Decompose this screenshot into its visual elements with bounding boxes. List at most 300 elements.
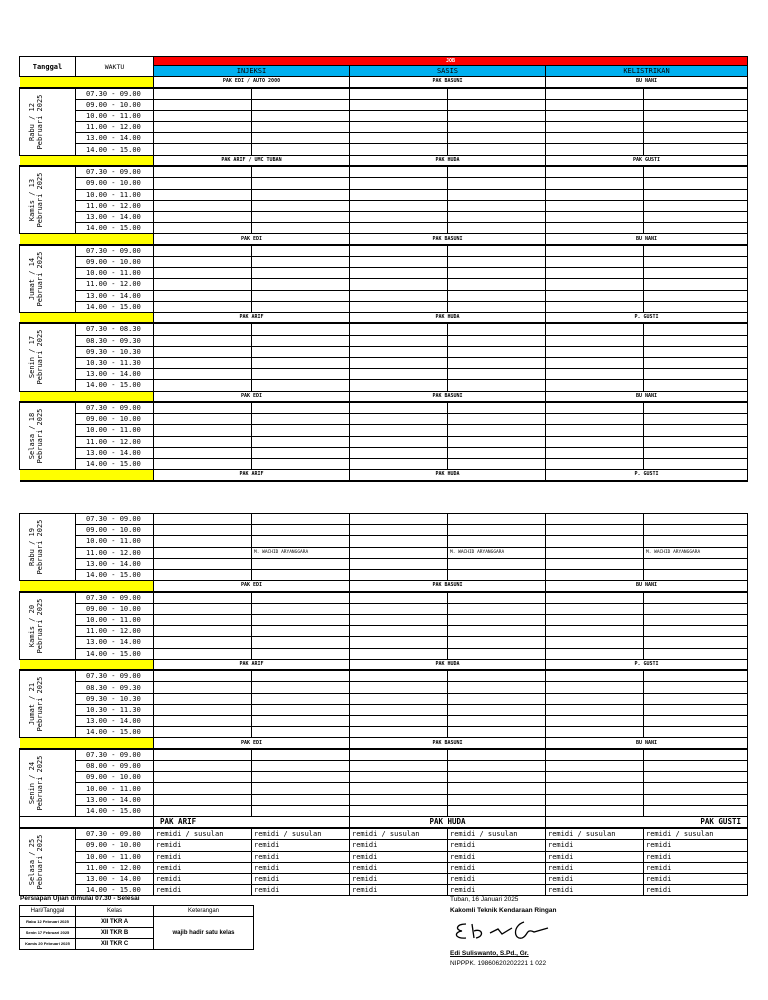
time-slot: 14.00 - 15.00 [76,301,154,312]
empty-cell [252,200,350,211]
empty-cell [644,716,748,727]
time-slot: 11.00 - 12.00 [76,200,154,211]
empty-cell [252,749,350,761]
empty-cell [546,558,644,569]
empty-cell [350,88,448,100]
time-slot: 11.00 - 12.00 [76,122,154,133]
teacher-sasis: PAK BASUNI [350,234,546,245]
empty-cell [350,458,448,469]
empty-cell [350,772,448,783]
empty-cell [350,279,448,290]
remidi-cell: remidi [448,851,546,862]
time-slot: 10.00 - 11.00 [76,189,154,200]
empty-cell [350,301,448,312]
signer-role: Kakomli Teknik Kendaraan Ringan [450,907,557,914]
yellow-band [20,581,154,592]
teacher-sasis: PAK BASUNI [350,391,546,402]
empty-cell [350,648,448,659]
empty-cell [252,335,350,346]
empty-cell [546,805,644,816]
teacher-injeksi: PAK EDI [154,391,350,402]
day-label-text: Senin / 17 Pebruari 2025 [28,330,44,385]
teacher-kelistrikan: P. GUSTI [546,312,748,323]
row-day: Rabu 12 Februari 2025 [20,917,76,928]
empty-cell [350,569,448,580]
day-label [20,514,76,581]
empty-cell [154,369,252,380]
empty-cell [154,88,252,100]
day-label [20,670,76,738]
time-slot: 11.00 - 12.00 [76,547,154,558]
empty-cell [644,637,748,648]
remidi-teacher: PAK ARIF [154,817,350,829]
empty-cell [546,189,644,200]
empty-cell [154,189,252,200]
teacher-injeksi: PAK ARIF [154,659,350,670]
empty-cell [644,200,748,211]
empty-cell [350,525,448,536]
time-slot: 14.00 - 15.00 [76,885,154,896]
empty-cell [252,727,350,738]
teacher-injeksi: PAK ARIF [154,470,350,481]
empty-cell [644,245,748,257]
yellow-band [20,738,154,749]
empty-cell [252,223,350,234]
empty-cell [252,189,350,200]
time-slot: 10.00 - 11.00 [76,425,154,436]
empty-cell [154,357,252,368]
empty-cell [154,558,252,569]
remidi-spacer [20,817,154,829]
empty-cell [252,357,350,368]
empty-cell [154,716,252,727]
time-slot: 10.00 - 11.00 [76,110,154,121]
empty-cell [546,425,644,436]
empty-cell [154,211,252,222]
time-slot: 11.00 - 12.00 [76,436,154,447]
empty-cell [448,670,546,682]
empty-cell [350,178,448,189]
empty-cell [546,166,644,178]
remidi-cell: remidi [252,840,350,851]
yellow-band [20,155,154,166]
empty-cell [448,200,546,211]
time-slot: 14.00 - 15.00 [76,648,154,659]
empty-cell [350,268,448,279]
empty-cell [350,122,448,133]
remidi-cell: remidi [350,862,448,873]
empty-cell [154,144,252,155]
teacher-sasis: PAK HUDA [350,155,546,166]
empty-cell [350,603,448,614]
time-slot: 13.00 - 14.00 [76,447,154,458]
empty-cell [644,189,748,200]
empty-cell [448,794,546,805]
empty-cell [546,380,644,391]
empty-cell [350,436,448,447]
empty-cell [350,245,448,257]
remidi-cell: remidi [252,873,350,884]
empty-cell [546,211,644,222]
remidi-cell: remidi [546,885,644,896]
empty-cell [350,805,448,816]
empty-cell [546,200,644,211]
empty-cell [154,256,252,267]
empty-cell [448,369,546,380]
remidi-cell: remidi [448,840,546,851]
empty-cell [644,178,748,189]
empty-cell [252,592,350,604]
empty-cell [252,626,350,637]
teacher-kelistrikan: PAK GUSTI [546,155,748,166]
time-slot: 13.00 - 14.00 [76,290,154,301]
empty-cell [644,346,748,357]
empty-cell [644,268,748,279]
empty-cell [448,323,546,335]
empty-cell [546,301,644,312]
empty-cell [546,648,644,659]
time-slot: 13.00 - 14.00 [76,716,154,727]
empty-cell [350,110,448,121]
empty-cell [448,290,546,301]
empty-cell [448,704,546,715]
empty-cell [448,110,546,121]
remidi-cell: remidi [252,862,350,873]
empty-cell [644,648,748,659]
empty-cell [644,761,748,772]
empty-cell [546,402,644,414]
empty-cell [154,290,252,301]
time-slot: 07.30 - 09.00 [76,402,154,414]
empty-cell [546,268,644,279]
empty-cell [350,189,448,200]
empty-cell [546,716,644,727]
empty-cell [154,772,252,783]
empty-cell [154,200,252,211]
empty-cell [154,323,252,335]
teacher-sasis: PAK HUDA [350,659,546,670]
empty-cell [154,223,252,234]
empty-cell [448,402,546,414]
empty-cell [252,256,350,267]
remidi-cell: remidi [252,885,350,896]
row-note: wajib hadir satu kelas [154,917,254,950]
empty-cell [644,569,748,580]
empty-cell [154,603,252,614]
remidi-cell: remidi [644,851,748,862]
time-slot: 07.30 - 09.00 [76,592,154,604]
empty-cell [644,144,748,155]
assessor-note: M. WACHID ARYANGGARA [644,547,748,558]
empty-cell [154,380,252,391]
time-slot: 11.00 - 12.00 [76,862,154,873]
time-slot: 13.00 - 14.00 [76,369,154,380]
empty-cell [350,682,448,693]
row-class: XII TKR C [76,939,154,950]
empty-cell [154,245,252,257]
empty-cell [252,805,350,816]
empty-cell [546,670,644,682]
empty-cell [154,682,252,693]
empty-cell [644,727,748,738]
empty-cell [644,536,748,547]
day-label [20,88,76,156]
time-slot: 14.00 - 15.00 [76,805,154,816]
time-slot: 13.00 - 14.00 [76,637,154,648]
empty-cell [546,110,644,121]
teacher-kelistrikan: BU NANI [546,738,748,749]
empty-cell [546,178,644,189]
empty-cell [252,447,350,458]
remidi-cell: remidi [448,862,546,873]
empty-cell [644,704,748,715]
remidi-cell: remidi [154,862,252,873]
empty-cell [644,693,748,704]
empty-cell [154,805,252,816]
remidi-cell: remidi [644,873,748,884]
teacher-sasis: PAK BASUNI [350,77,546,88]
empty-cell [154,637,252,648]
empty-cell [546,615,644,626]
empty-cell [546,547,644,558]
empty-cell [350,200,448,211]
empty-cell [644,783,748,794]
empty-cell [252,558,350,569]
schedule-table-top [19,56,748,482]
remidi-cell: remidi [546,862,644,873]
empty-cell [154,525,252,536]
time-slot: 14.00 - 15.00 [76,727,154,738]
day-label-text: Kamis / 20 Pebruari 2025 [28,598,44,654]
empty-cell [546,122,644,133]
empty-cell [644,380,748,391]
empty-cell [448,425,546,436]
empty-cell [350,335,448,346]
remidi-cell: remidi [644,840,748,851]
remidi-cell: remidi / susulan [350,828,448,840]
teacher-injeksi: PAK EDI [154,738,350,749]
empty-cell [252,245,350,257]
day-label-text: Rabu / 12 Pebruari 2025 [28,94,44,149]
time-slot: 07.30 - 09.00 [76,749,154,761]
empty-cell [350,425,448,436]
empty-cell [448,626,546,637]
empty-cell [350,133,448,144]
empty-cell [252,425,350,436]
day-label [20,592,76,660]
teacher-sasis: PAK HUDA [350,312,546,323]
empty-cell [448,592,546,604]
empty-cell [154,693,252,704]
time-slot: 13.00 - 14.00 [76,873,154,884]
empty-cell [448,525,546,536]
empty-cell [350,558,448,569]
time-slot: 09.00 - 10.00 [76,772,154,783]
empty-cell [546,447,644,458]
empty-cell [644,414,748,425]
empty-cell [644,603,748,614]
empty-cell [350,414,448,425]
empty-cell [448,122,546,133]
empty-cell [644,558,748,569]
yellow-band [20,77,154,88]
empty-cell [644,323,748,335]
remidi-cell: remidi [154,885,252,896]
yellow-band [20,312,154,323]
empty-cell [644,682,748,693]
header-tanggal: Tanggal [20,57,76,77]
empty-cell [252,402,350,414]
time-slot: 11.00 - 12.00 [76,626,154,637]
empty-cell [644,133,748,144]
empty-cell [252,133,350,144]
empty-cell [644,772,748,783]
yellow-band [20,391,154,402]
empty-cell [448,436,546,447]
empty-cell [154,670,252,682]
empty-cell [154,122,252,133]
time-slot: 07.30 - 09.00 [76,670,154,682]
empty-cell [546,414,644,425]
remidi-cell: remidi [448,885,546,896]
day-label-text: Jumat / 14 Pebruari 2025 [28,251,44,307]
empty-cell [448,536,546,547]
empty-cell [154,749,252,761]
empty-cell [252,525,350,536]
teacher-injeksi: PAK EDI [154,581,350,592]
empty-cell [252,122,350,133]
time-slot: 09.30 - 10.30 [76,346,154,357]
empty-cell [154,436,252,447]
empty-cell [252,670,350,682]
empty-cell [350,547,448,558]
empty-cell [252,110,350,121]
time-slot: 13.00 - 14.00 [76,133,154,144]
empty-cell [252,682,350,693]
empty-cell [154,704,252,715]
teacher-injeksi: PAK EDI [154,234,350,245]
empty-cell [546,761,644,772]
empty-cell [644,402,748,414]
empty-cell [350,144,448,155]
empty-cell [644,626,748,637]
empty-cell [448,648,546,659]
empty-cell [154,166,252,178]
header-job: JOB [154,57,748,66]
empty-cell [448,447,546,458]
day-label-text: Rabu / 19 Pebruari 2025 [28,519,44,575]
day-label [20,828,76,896]
empty-cell [448,346,546,357]
empty-cell [154,626,252,637]
empty-cell [448,772,546,783]
empty-cell [154,547,252,558]
empty-cell [546,603,644,614]
empty-cell [448,569,546,580]
empty-cell [546,144,644,155]
empty-cell [252,458,350,469]
empty-cell [546,592,644,604]
empty-cell [350,670,448,682]
assessor-note: M. WACHID ARYANGGARA [252,547,350,558]
empty-cell [644,525,748,536]
empty-cell [154,514,252,525]
empty-cell [252,414,350,425]
signature [452,918,556,944]
col-day: Hari/Tanggal [20,906,76,917]
empty-cell [546,693,644,704]
time-slot: 14.00 - 15.00 [76,223,154,234]
empty-cell [448,558,546,569]
empty-cell [448,783,546,794]
empty-cell [546,346,644,357]
empty-cell [448,88,546,100]
time-slot: 09.00 - 10.00 [76,525,154,536]
empty-cell [350,447,448,458]
remidi-cell: remidi / susulan [644,828,748,840]
empty-cell [350,369,448,380]
row-day: Senin 17 Februari 2025 [20,928,76,939]
empty-cell [448,514,546,525]
time-slot: 14.00 - 15.00 [76,380,154,391]
empty-cell [448,178,546,189]
remidi-cell: remidi [154,873,252,884]
time-slot: 10.30 - 11.30 [76,357,154,368]
empty-cell [350,211,448,222]
empty-cell [546,99,644,110]
empty-cell [644,279,748,290]
empty-cell [350,357,448,368]
day-label [20,749,76,817]
remidi-cell: remidi [546,840,644,851]
day-label-text: Jumat / 21 Pebruari 2025 [28,676,44,732]
empty-cell [448,380,546,391]
empty-cell [644,458,748,469]
empty-cell [350,794,448,805]
empty-cell [252,761,350,772]
time-slot: 13.00 - 14.00 [76,211,154,222]
time-slot: 13.00 - 14.00 [76,558,154,569]
empty-cell [448,637,546,648]
remidi-cell: remidi [448,873,546,884]
empty-cell [252,704,350,715]
empty-cell [546,514,644,525]
empty-cell [350,615,448,626]
remidi-cell: remidi / susulan [448,828,546,840]
time-slot: 07.30 - 08.30 [76,323,154,335]
day-label-text: Selasa / 18 Pebruari 2025 [28,408,44,464]
place-date: Tuban, 16 Januari 2025 [450,896,519,903]
teacher-kelistrikan: P. GUSTI [546,470,748,481]
remidi-cell: remidi [154,851,252,862]
empty-cell [448,189,546,200]
empty-cell [546,245,644,257]
empty-cell [546,458,644,469]
empty-cell [448,414,546,425]
time-slot: 09.00 - 10.00 [76,178,154,189]
empty-cell [154,447,252,458]
empty-cell [154,178,252,189]
empty-cell [252,536,350,547]
empty-cell [252,346,350,357]
time-slot: 14.00 - 15.00 [76,569,154,580]
empty-cell [644,335,748,346]
signer-name: Edi Suliswanto, S.Pd., Gr. [450,950,529,957]
empty-cell [644,749,748,761]
remidi-teacher: PAK HUDA [350,817,546,829]
empty-cell [644,592,748,604]
empty-cell [546,727,644,738]
